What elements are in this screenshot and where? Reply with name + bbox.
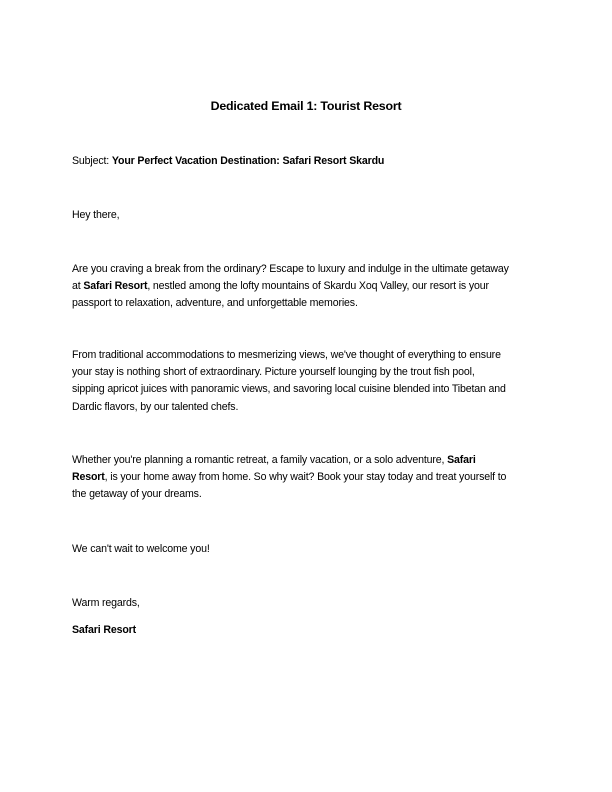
text-run: Whether you're planning a romantic retreat, a family vacation, or a solo adventure, <box>72 454 448 466</box>
subject-line <box>72 153 552 170</box>
paragraph-line: sipping apricot juices with panoramic views, and savoring local cuisine blended into Tibetan and <box>72 383 506 396</box>
paragraph-line <box>72 452 552 469</box>
signature <box>72 622 552 639</box>
document-title: Dedicated Email 1: Tourist Resort <box>210 99 402 113</box>
text-run: at <box>72 280 84 293</box>
resort-name: Safari Resort <box>83 280 148 293</box>
paragraph-intro <box>72 261 552 313</box>
paragraph-line: passport to relaxation, adventure, and unforgettable memories. <box>72 297 358 310</box>
paragraph-line: Dardic flavors, by our talented chefs. <box>72 400 239 413</box>
paragraph-line: the getaway of your dreams. <box>72 488 202 501</box>
closing-line: We can't wait to welcome you! <box>72 543 210 555</box>
paragraph-line: From traditional accommodations to mesmerizing views, we've thought of everything to ensure <box>72 349 501 361</box>
resort-name: Resort <box>72 471 105 484</box>
paragraph-amenities <box>72 347 552 416</box>
text-run: , nestled among the lofty mountains of Skardu Xoq Valley, our resort is your <box>147 280 489 293</box>
paragraph-call-to-action <box>72 452 552 504</box>
paragraph-line: Are you craving a break from the ordinary? Escape to luxury and indulge in the ultimate getaway <box>72 263 509 275</box>
resort-name: Safari <box>447 454 476 466</box>
text-run: , is your home away from home. So why wait? Book your stay today and treat yourself to <box>104 471 507 484</box>
greeting: Hey there, <box>72 209 120 221</box>
subject-value: Your Perfect Vacation Destination: Safari Resort Skardu <box>111 155 385 167</box>
sign-off: Warm regards, <box>72 597 140 609</box>
paragraph-line <box>72 469 552 486</box>
signature-name: Safari Resort <box>72 624 136 636</box>
subject-label: Subject: <box>72 155 112 167</box>
paragraph-line: your stay is nothing short of extraordinary. Picture yourself lounging by the trout fish pool, <box>72 366 475 379</box>
paragraph-line <box>72 278 552 295</box>
